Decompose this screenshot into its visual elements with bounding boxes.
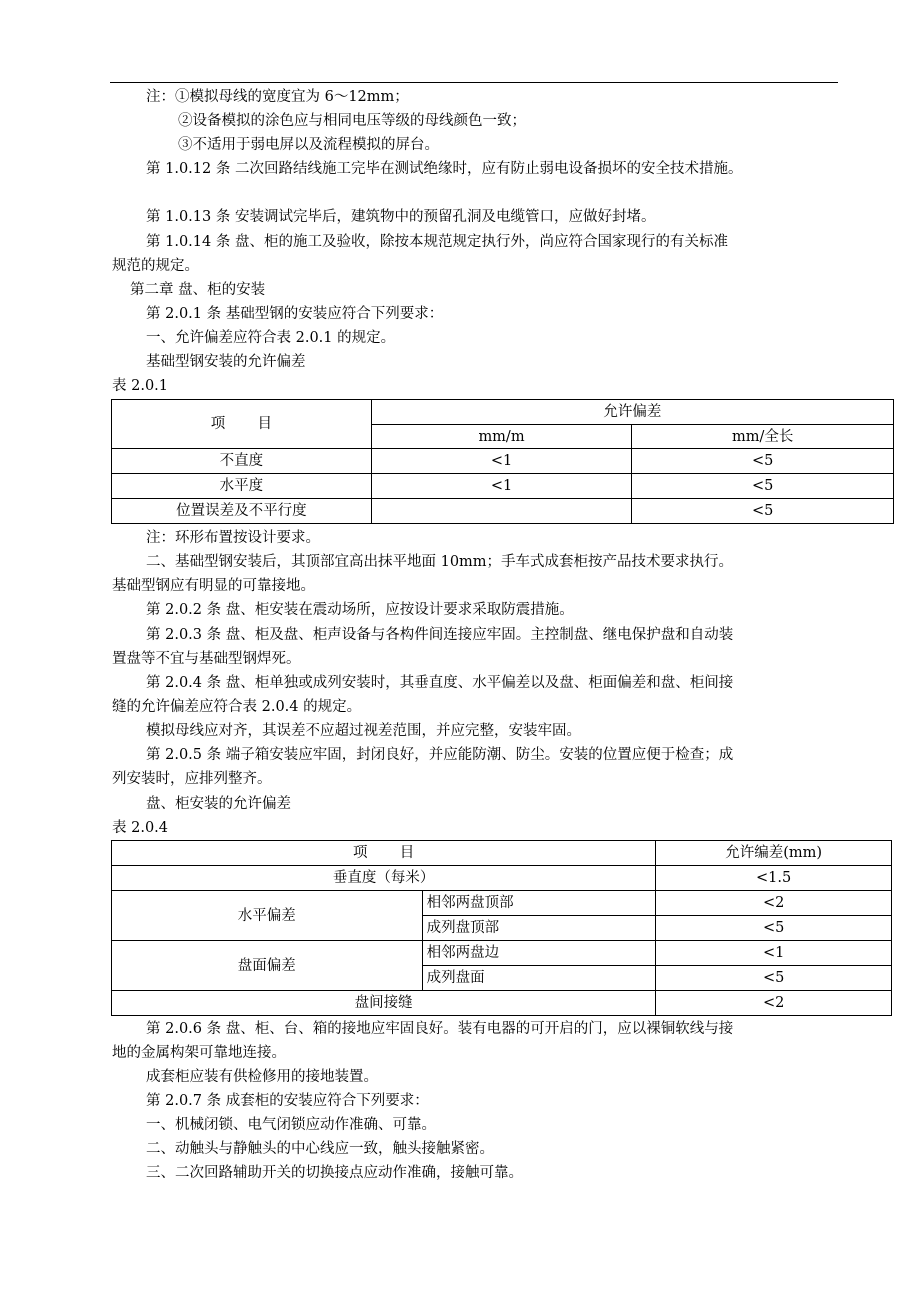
clause-2-0-1-item-1: 一、允许偏差应符合表 2.0.1 的规定。 — [146, 330, 396, 346]
clause-2-0-3: 第 2.0.3 条 盘、柜及盘、柜声设备与各构件间连接应牢固。主控制盘、继电保护盘和自动装 — [146, 627, 734, 643]
t1-row-total: <5 — [632, 499, 894, 524]
t1-row-total: <5 — [632, 449, 894, 474]
clause-2-0-3-cont: 置盘等不宜与基础型钢焊死。 — [112, 651, 301, 667]
t2-horizontal-label: 水平偏差 — [112, 891, 423, 941]
clause-2-0-4: 第 2.0.4 条 盘、柜单独或成列安装时，其垂直度、水平偏差以及盘、柜面偏差和盘、柜间接 — [146, 675, 734, 691]
table-2-0-1-caption: 基础型钢安装的允许偏差 — [146, 354, 306, 370]
table-2-0-4-label: 表 2.0.4 — [112, 820, 169, 836]
note-line-3: ③不适用于弱电屏以及流程模拟的屏台。 — [178, 137, 439, 153]
t1-row-item: 位置误差及不平行度 — [112, 499, 372, 524]
t1-row-per-m — [371, 499, 632, 524]
clause-2-0-4-cont: 缝的允许偏差应符合表 2.0.4 的规定。 — [112, 699, 362, 715]
clause-2-0-7-item-2: 二、动触头与静触头的中心线应一致，触头接触紧密。 — [146, 1141, 494, 1157]
chapter-2-title: 第二章 盘、柜的安装 — [130, 282, 266, 298]
table-2-0-1-note: 注：环形布置按设计要求。 — [146, 530, 320, 546]
t1-header-tolerance: 允许偏差 — [371, 400, 893, 425]
t2-surface-sub-value: <5 — [656, 966, 892, 991]
clause-1-0-12: 第 1.0.12 条 二次回路结线施工完毕在测试绝缘时，应有防止弱电设备损坏的安全技术措施。 — [146, 161, 743, 177]
clause-2-0-6-cont: 地的金属构架可靠地连接。 — [112, 1045, 286, 1061]
clause-2-0-5-cont: 列安装时，应排列整齐。 — [112, 771, 272, 787]
t2-horizontal-sub-value: <2 — [656, 891, 892, 916]
clause-2-0-4-note: 模拟母线应对齐，其误差不应超过视差范围，并应完整，安装牢固。 — [146, 723, 581, 739]
clause-2-0-6-note: 成套柜应装有供检修用的接地装置。 — [146, 1069, 378, 1085]
t2-horizontal-sub-value: <5 — [656, 916, 892, 941]
clause-1-0-14: 第 1.0.14 条 盘、柜的施工及验收，除按本规范规定执行外，尚应符合国家现行的有关标准 — [146, 234, 728, 250]
t2-surface-label: 盘面偏差 — [112, 941, 423, 991]
t2-vertical-value: <1.5 — [656, 866, 892, 891]
clause-1-0-14-cont: 规范的规定。 — [112, 258, 199, 274]
t2-horizontal-sub-name: 相邻两盘顶部 — [422, 891, 656, 916]
header-rule — [110, 82, 838, 83]
clause-2-0-1-item-2-cont: 基础型钢应有明显的可靠接地。 — [112, 578, 315, 594]
t1-row-item: 不直度 — [112, 449, 372, 474]
t1-unit-per-meter: mm/m — [371, 425, 632, 449]
t1-row-per-m: <1 — [371, 474, 632, 499]
table-2-0-4-caption: 盘、柜安装的允许偏差 — [146, 796, 291, 812]
clause-2-0-1-item-2: 二、基础型钢安装后，其顶部宜高出抹平地面 10mm；手车式成套柜按产品技术要求执行。 — [146, 554, 734, 570]
clause-2-0-2: 第 2.0.2 条 盘、柜安装在震动场所，应按设计要求采取防震措施。 — [146, 602, 574, 618]
t2-header-tolerance: 允许编差(mm) — [656, 841, 892, 866]
note-line-1: 注：①模拟母线的宽度宜为 6～12mm； — [146, 89, 409, 105]
t2-horizontal-sub-name: 成列盘顶部 — [422, 916, 656, 941]
clause-2-0-1: 第 2.0.1 条 基础型钢的安装应符合下列要求： — [146, 306, 444, 322]
t1-unit-total: mm/全长 — [632, 425, 894, 449]
clause-2-0-7: 第 2.0.7 条 成套柜的安装应符合下列要求： — [146, 1093, 429, 1109]
t1-row-item: 水平度 — [112, 474, 372, 499]
note-line-2: ②设备模拟的涂色应与相同电压等级的母线颜色一致； — [178, 113, 526, 129]
t2-vertical-label: 垂直度（每米） — [112, 866, 656, 891]
t1-row-total: <5 — [632, 474, 894, 499]
clause-2-0-6: 第 2.0.6 条 盘、柜、台、箱的接地应牢固良好。装有电器的可开启的门，应以裸铜软线与接 — [146, 1021, 734, 1037]
clause-2-0-7-item-3: 三、二次回路辅助开关的切换接点应动作准确，接触可靠。 — [146, 1165, 523, 1181]
clause-2-0-7-item-1: 一、机械闭锁、电气闭锁应动作准确、可靠。 — [146, 1117, 436, 1133]
table-2-0-1-label: 表 2.0.1 — [112, 378, 169, 394]
t1-header-item: 项 目 — [112, 400, 372, 449]
table-2-0-1 — [111, 399, 894, 524]
t1-row-per-m: <1 — [371, 449, 632, 474]
clause-1-0-13: 第 1.0.13 条 安装调试完毕后，建筑物中的预留孔洞及电缆管口，应做好封堵。 — [146, 209, 656, 225]
t2-gap-value: <2 — [656, 991, 892, 1016]
t2-gap-label: 盘间接缝 — [112, 991, 656, 1016]
t2-header-item: 项 目 — [112, 841, 656, 866]
t2-surface-sub-value: <1 — [656, 941, 892, 966]
table-2-0-4 — [111, 840, 892, 1016]
clause-2-0-5: 第 2.0.5 条 端子箱安装应牢固，封闭良好，并应能防潮、防尘。安装的位置应便于检查；成 — [146, 747, 734, 763]
t2-surface-sub-name: 相邻两盘边 — [422, 941, 656, 966]
t2-surface-sub-name: 成列盘面 — [422, 966, 656, 991]
